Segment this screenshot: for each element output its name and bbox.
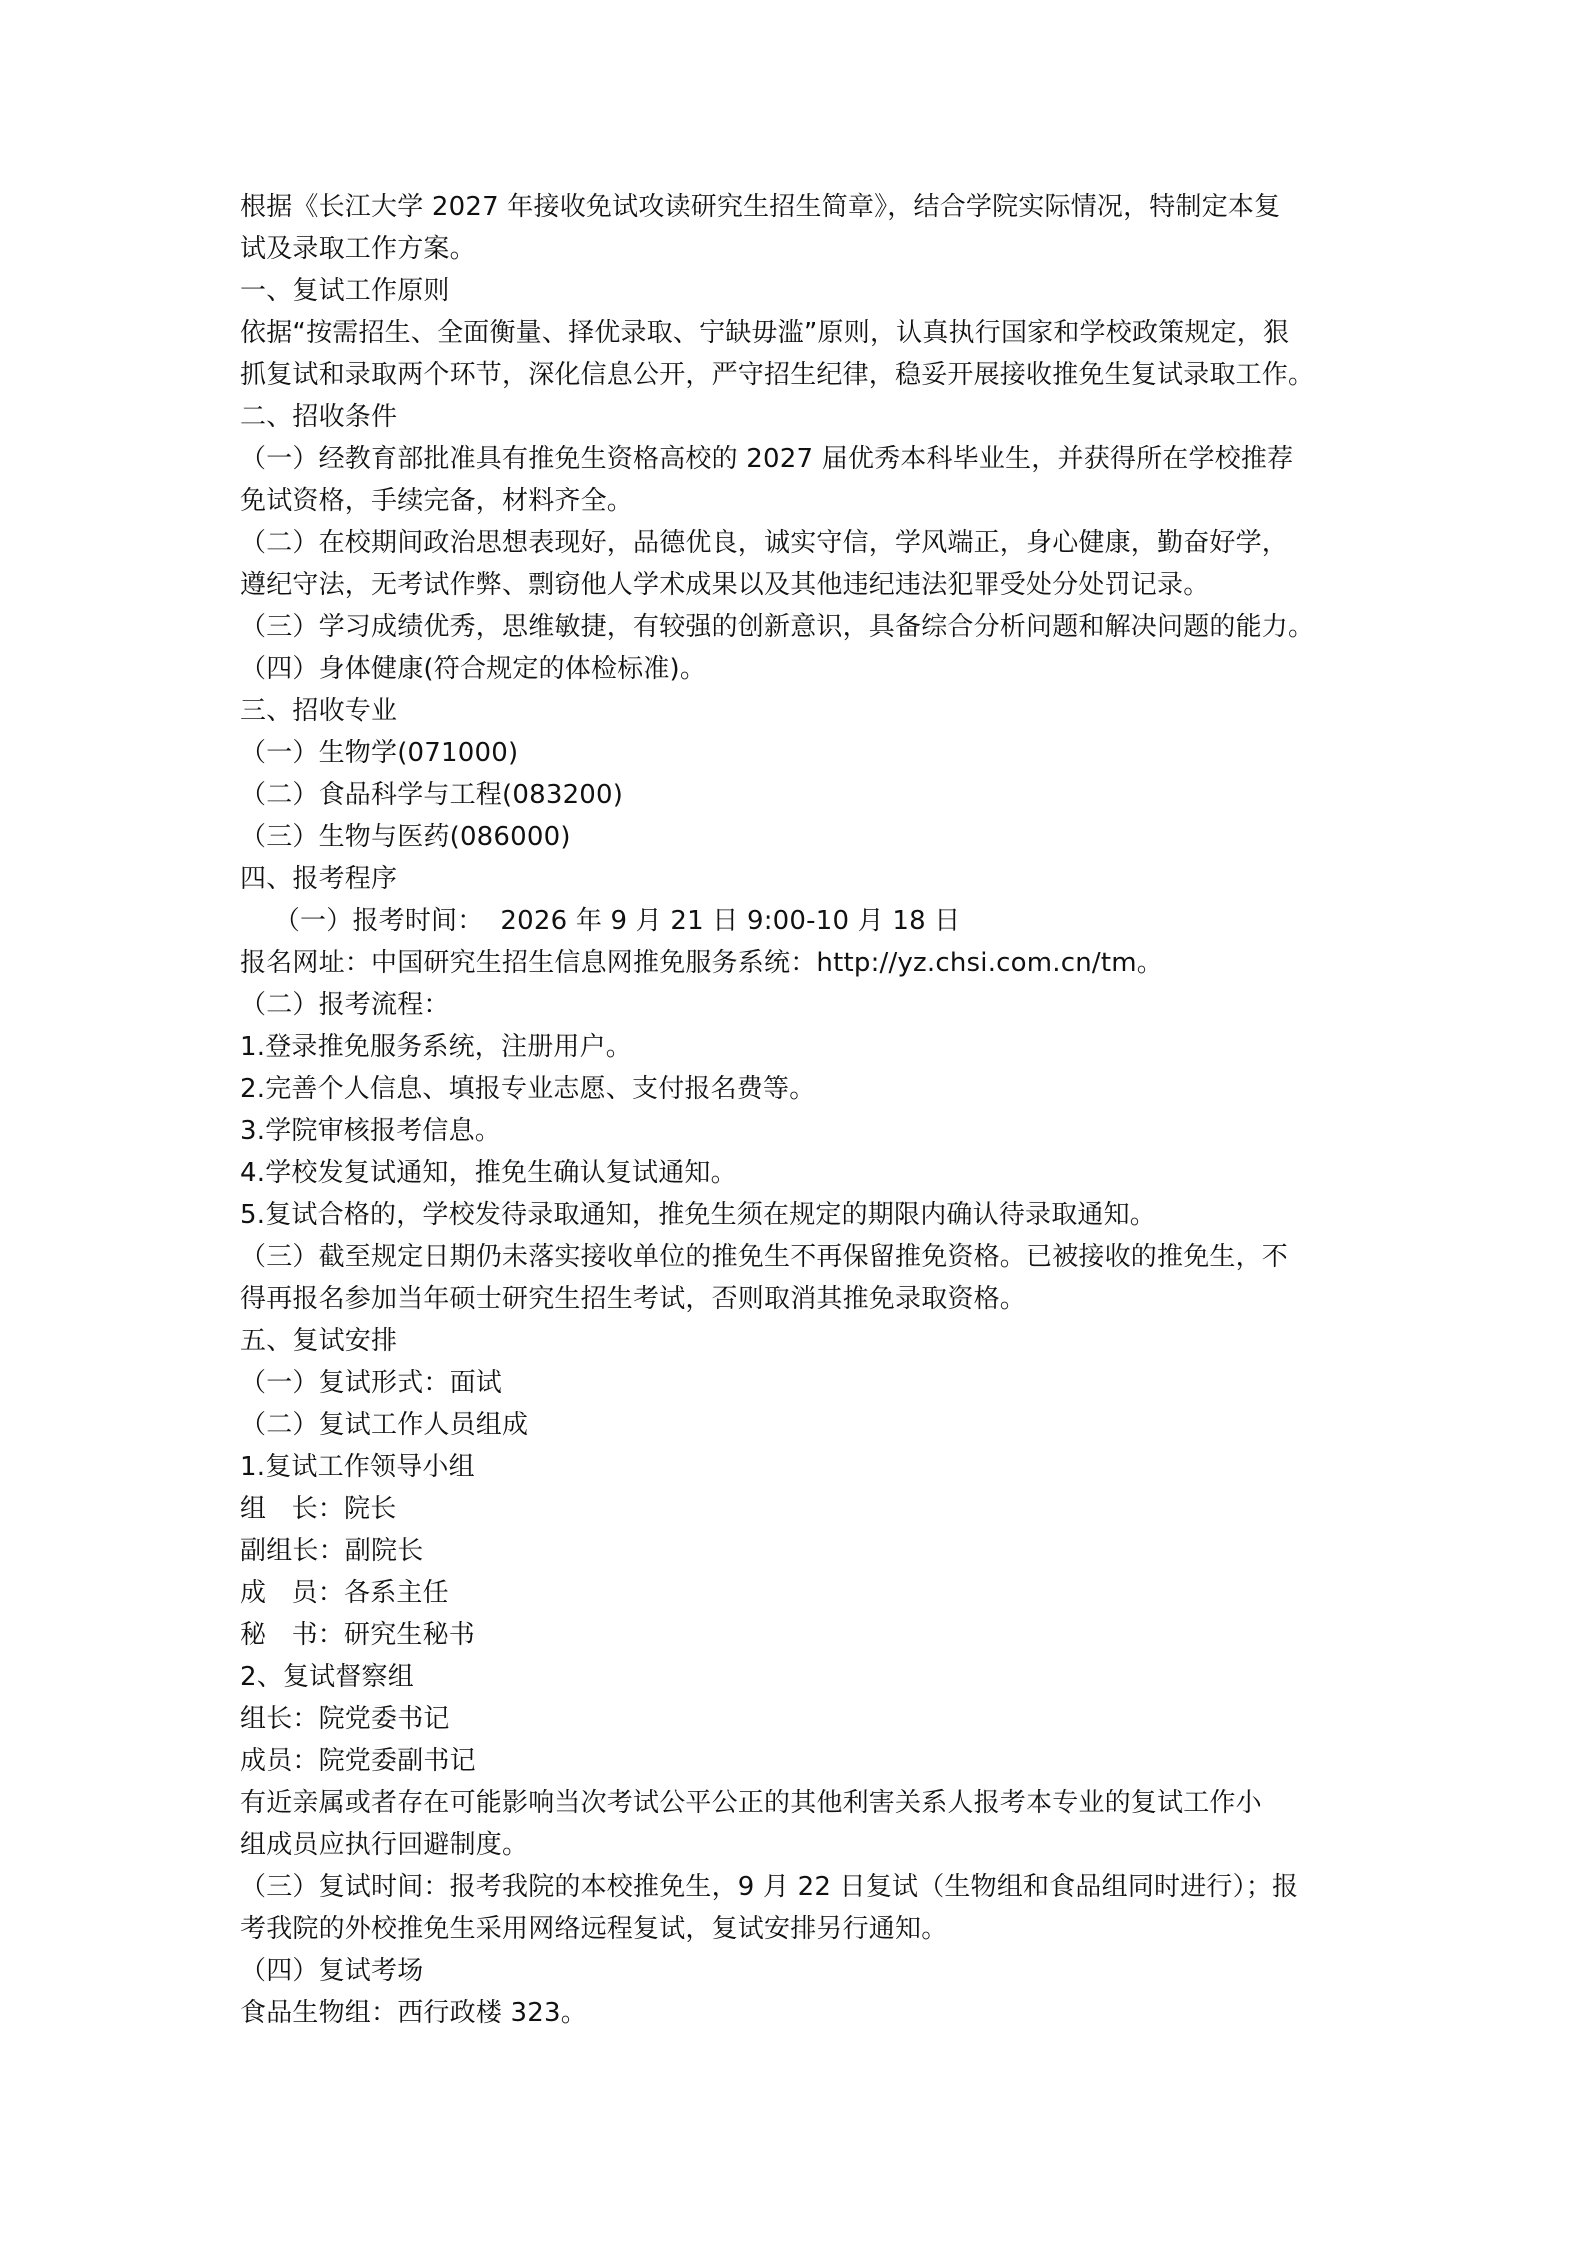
text-line: 食品生物组：西行政楼 323。 — [240, 1998, 587, 2028]
text-line: 成员：院党委副书记 — [240, 1746, 476, 1776]
document-body — [240, 186, 1360, 2034]
section-heading: 一、复试工作原则 — [240, 276, 450, 306]
section-heading: 四、报考程序 — [240, 864, 398, 894]
text-line: 试及录取工作方案。 — [240, 234, 476, 264]
text-line: 抓复试和录取两个环节，深化信息公开，严守招生纪律，稳妥开展接收推免生复试录取工作。 — [240, 360, 1315, 390]
text-line: 免试资格，手续完备，材料齐全。 — [240, 486, 634, 516]
section-heading: 三、招收专业 — [240, 696, 398, 726]
text-line: （一）生物学(071000) — [240, 738, 519, 768]
text-line: 副组长：副院长 — [240, 1536, 424, 1566]
text-line: （一）报考时间： 2026 年 9 月 21 日 9:00-10 月 18 日 — [240, 906, 961, 936]
text-line: 2、复试督察组 — [240, 1662, 414, 1692]
text-line: （三）复试时间：报考我院的本校推免生，9 月 22 日复试（生物组和食品组同时进行）；报 — [240, 1872, 1299, 1902]
text-line: 考我院的外校推免生采用网络远程复试，复试安排另行通知。 — [240, 1914, 948, 1944]
text-line: 5.复试合格的，学校发待录取通知，推免生须在规定的期限内确认待录取通知。 — [240, 1200, 1157, 1230]
text-line: （三）学习成绩优秀，思维敏捷，有较强的创新意识，具备综合分析问题和解决问题的能力。 — [240, 612, 1315, 642]
text-line: （二）在校期间政治思想表现好，品德优良，诚实守信，学风端正，身心健康，勤奋好学， — [240, 528, 1289, 558]
text-line: （四）身体健康(符合规定的体检标准)。 — [240, 654, 707, 684]
text-line: （二）食品科学与工程(083200) — [240, 780, 624, 810]
text-line: 秘 书：研究生秘书 — [240, 1620, 475, 1650]
text-line: 4.学校发复试通知，推免生确认复试通知。 — [240, 1158, 737, 1188]
text-line: 3.学院审核报考信息。 — [240, 1116, 502, 1146]
text-line: 1.复试工作领导小组 — [240, 1452, 475, 1482]
text-line: 组 长：院长 — [240, 1494, 397, 1524]
text-line: （二）报考流程： — [240, 990, 450, 1020]
section-heading: 五、复试安排 — [240, 1326, 398, 1356]
text-line: 遵纪守法，无考试作弊、剽窃他人学术成果以及其他违纪违法犯罪受处分处罚记录。 — [240, 570, 1210, 600]
text-line: （二）复试工作人员组成 — [240, 1410, 529, 1440]
text-line: 2.完善个人信息、填报专业志愿、支付报名费等。 — [240, 1074, 816, 1104]
text-line: （三）截至规定日期仍未落实接收单位的推免生不再保留推免资格。已被接收的推免生，不 — [240, 1242, 1289, 1272]
text-line: （一）复试形式：面试 — [240, 1368, 503, 1398]
text-line: 报名网址：中国研究生招生信息网推免服务系统：http://yz.chsi.com.cn/tm。 — [240, 948, 1164, 978]
text-line: （四）复试考场 — [240, 1956, 424, 1986]
text-line: 有近亲属或者存在可能影响当次考试公平公正的其他利害关系人报考本专业的复试工作小 — [240, 1788, 1262, 1818]
text-line: 依据“按需招生、全面衡量、择优录取、宁缺毋滥”原则，认真执行国家和学校政策规定，狠 — [240, 318, 1290, 348]
text-line: 组长：院党委书记 — [240, 1704, 450, 1734]
text-line: （三）生物与医药(086000) — [240, 822, 571, 852]
text-line: 1.登录推免服务系统，注册用户。 — [240, 1032, 633, 1062]
text-line: 成 员：各系主任 — [240, 1578, 449, 1608]
text-line: 得再报名参加当年硕士研究生招生考试，否则取消其推免录取资格。 — [240, 1284, 1027, 1314]
section-heading: 二、招收条件 — [240, 402, 398, 432]
text-line: 根据《长江大学 2027 年接收免试攻读研究生招生简章》，结合学院实际情况，特制定本复 — [240, 192, 1281, 222]
text-line: （一）经教育部批准具有推免生资格高校的 2027 届优秀本科毕业生，并获得所在学校推荐 — [240, 444, 1294, 474]
text-line: 组成员应执行回避制度。 — [240, 1830, 529, 1860]
